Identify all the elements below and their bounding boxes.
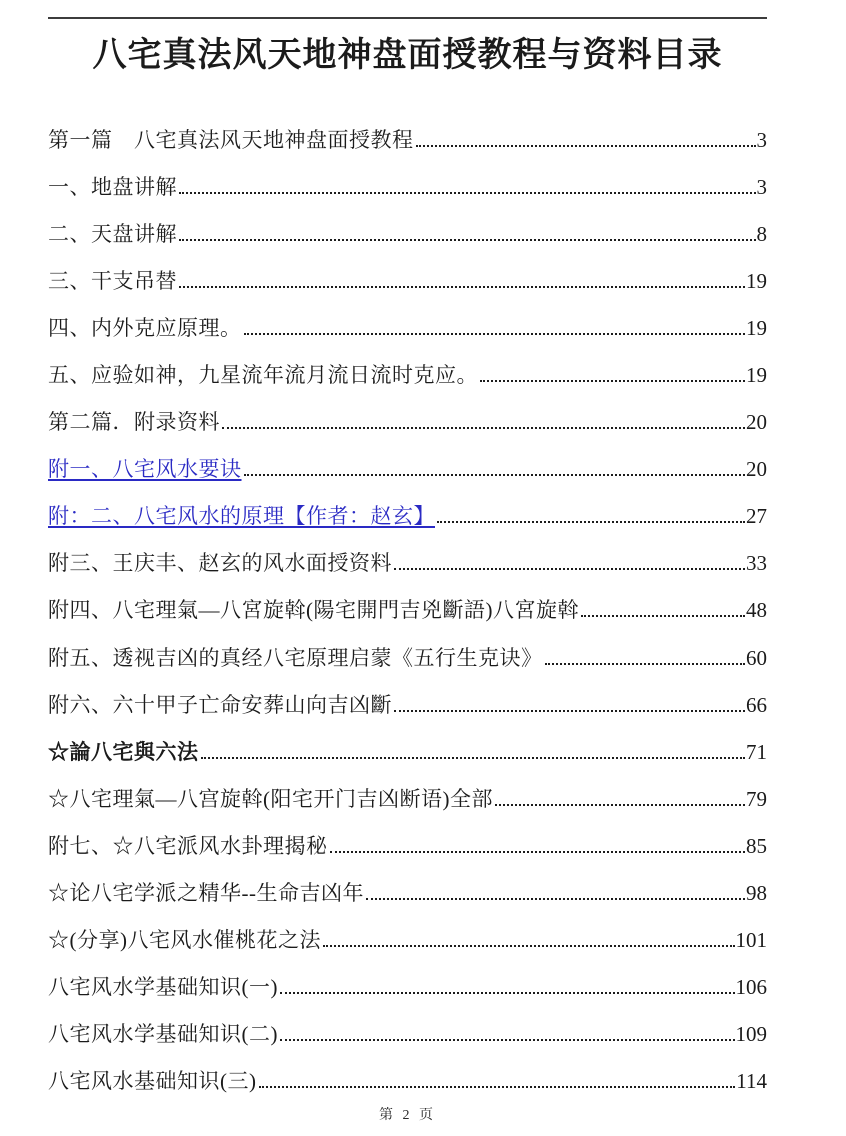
toc-entry-page: 33 (746, 551, 767, 576)
toc-entry-text: 五、应验如神，九星流年流月流日流时克应。 (48, 362, 478, 387)
toc-entry-page: 20 (746, 457, 767, 482)
toc-entry-text: 附三、王庆丰、赵玄的风水面授资料 (48, 551, 392, 576)
toc-entry (48, 459, 767, 506)
toc-entry (48, 739, 767, 789)
toc-entry (48, 553, 767, 600)
dot-leader (366, 898, 745, 900)
toc-entry-page: 3 (756, 174, 767, 199)
toc-entry (48, 412, 767, 459)
dot-leader (581, 615, 745, 617)
toc-entry-page: 3 (756, 127, 767, 152)
document-title: 八宅真法风天地神盘面授教程与资料目录 (92, 37, 723, 74)
table-of-contents (48, 127, 767, 1119)
toc-entry-page: 98 (746, 881, 767, 905)
toc-entry-page: 106 (735, 975, 767, 1000)
toc-entry-text[interactable]: 附：二、八宅风水的原理【作者：赵玄】 (48, 504, 435, 529)
toc-entry (48, 977, 767, 1024)
toc-entry-text: ☆論八宅與六法 (48, 739, 199, 764)
toc-entry-text: 八宅风水学基础知识(二) (48, 1022, 278, 1047)
dot-leader (323, 945, 735, 947)
dot-leader (179, 239, 756, 241)
toc-entry (48, 127, 767, 177)
dot-leader (330, 851, 746, 853)
toc-entry-page: 60 (746, 645, 767, 670)
dot-leader (244, 333, 746, 335)
toc-entry-text: 八宅风水学基础知识(一) (48, 975, 278, 1000)
dot-leader (244, 474, 746, 476)
toc-entry (48, 600, 767, 647)
toc-entry-text: 二、天盘讲解 (48, 221, 177, 246)
dot-leader (280, 992, 735, 994)
toc-entry (48, 786, 767, 836)
toc-entry-page: 109 (735, 1022, 767, 1047)
toc-entry (48, 930, 767, 977)
toc-entry-text: 附四、八宅理氣—八宮旋斡(陽宅開門吉兇斷語)八宮旋斡 (48, 598, 579, 623)
toc-entry (48, 645, 767, 695)
toc-entry-page: 79 (746, 786, 767, 811)
dot-leader (280, 1039, 735, 1041)
toc-entry-text: ☆论八宅学派之精华--生命吉凶年 (48, 881, 364, 905)
toc-entry-page: 20 (746, 410, 767, 435)
toc-entry (48, 221, 767, 271)
toc-entry-page: 8 (756, 221, 767, 246)
toc-entry (48, 362, 767, 412)
toc-entry-page: 19 (746, 362, 767, 387)
toc-entry-text: 八宅风水基础知识(三) (48, 1069, 257, 1094)
toc-entry-page: 19 (746, 315, 767, 340)
toc-entry (48, 833, 767, 883)
toc-entry (48, 1024, 767, 1071)
dot-leader (259, 1086, 736, 1088)
toc-entry (48, 692, 767, 742)
toc-entry (48, 174, 767, 224)
dot-leader (495, 804, 745, 806)
toc-entry-text: 第一篇 八宅真法风天地神盘面授教程 (48, 127, 414, 152)
toc-entry-text: ☆(分享)八宅风水催桃花之法 (48, 928, 321, 953)
toc-entry-text: 附七、☆八宅派风水卦理揭秘 (48, 833, 328, 858)
toc-entry-page: 27 (746, 504, 767, 529)
toc-entry (48, 268, 767, 318)
toc-entry-text[interactable]: 附一、八宅风水要诀 (48, 457, 242, 482)
toc-entry-page: 114 (736, 1069, 767, 1094)
dot-leader (480, 380, 745, 382)
dot-leader (201, 757, 746, 759)
dot-leader (416, 145, 756, 147)
dot-leader (394, 568, 745, 570)
toc-entry-page: 101 (735, 928, 767, 953)
header-rule (48, 17, 767, 19)
dot-leader (179, 286, 745, 288)
toc-entry-text: 附六、六十甲子亡命安葬山向吉凶斷 (48, 692, 392, 717)
toc-entry-page: 66 (746, 692, 767, 717)
dot-leader (437, 521, 745, 523)
dot-leader (222, 427, 745, 429)
toc-entry-text: 一、地盘讲解 (48, 174, 177, 199)
toc-entry-text: 三、干支吊替 (48, 268, 177, 293)
dot-leader (179, 192, 756, 194)
dot-leader (545, 663, 746, 665)
toc-entry (48, 506, 767, 553)
toc-entry-page: 71 (746, 739, 767, 764)
toc-entry-page: 48 (746, 598, 767, 623)
toc-entry-text: 附五、透视吉凶的真经八宅原理启蒙《五行生克诀》 (48, 645, 543, 670)
toc-entry-text: ☆八宅理氣—八宫旋斡(阳宅开门吉凶断语)全部 (48, 786, 493, 811)
toc-entry-text: 第二篇．附录资料 (48, 410, 220, 435)
dot-leader (394, 710, 745, 712)
page-number-footer: 第 2 页 (379, 1108, 436, 1123)
toc-entry (48, 883, 767, 930)
toc-entry (48, 315, 767, 365)
toc-entry-page: 19 (746, 268, 767, 293)
toc-entry-text: 四、内外克应原理。 (48, 315, 242, 340)
toc-entry-page: 85 (746, 833, 767, 858)
